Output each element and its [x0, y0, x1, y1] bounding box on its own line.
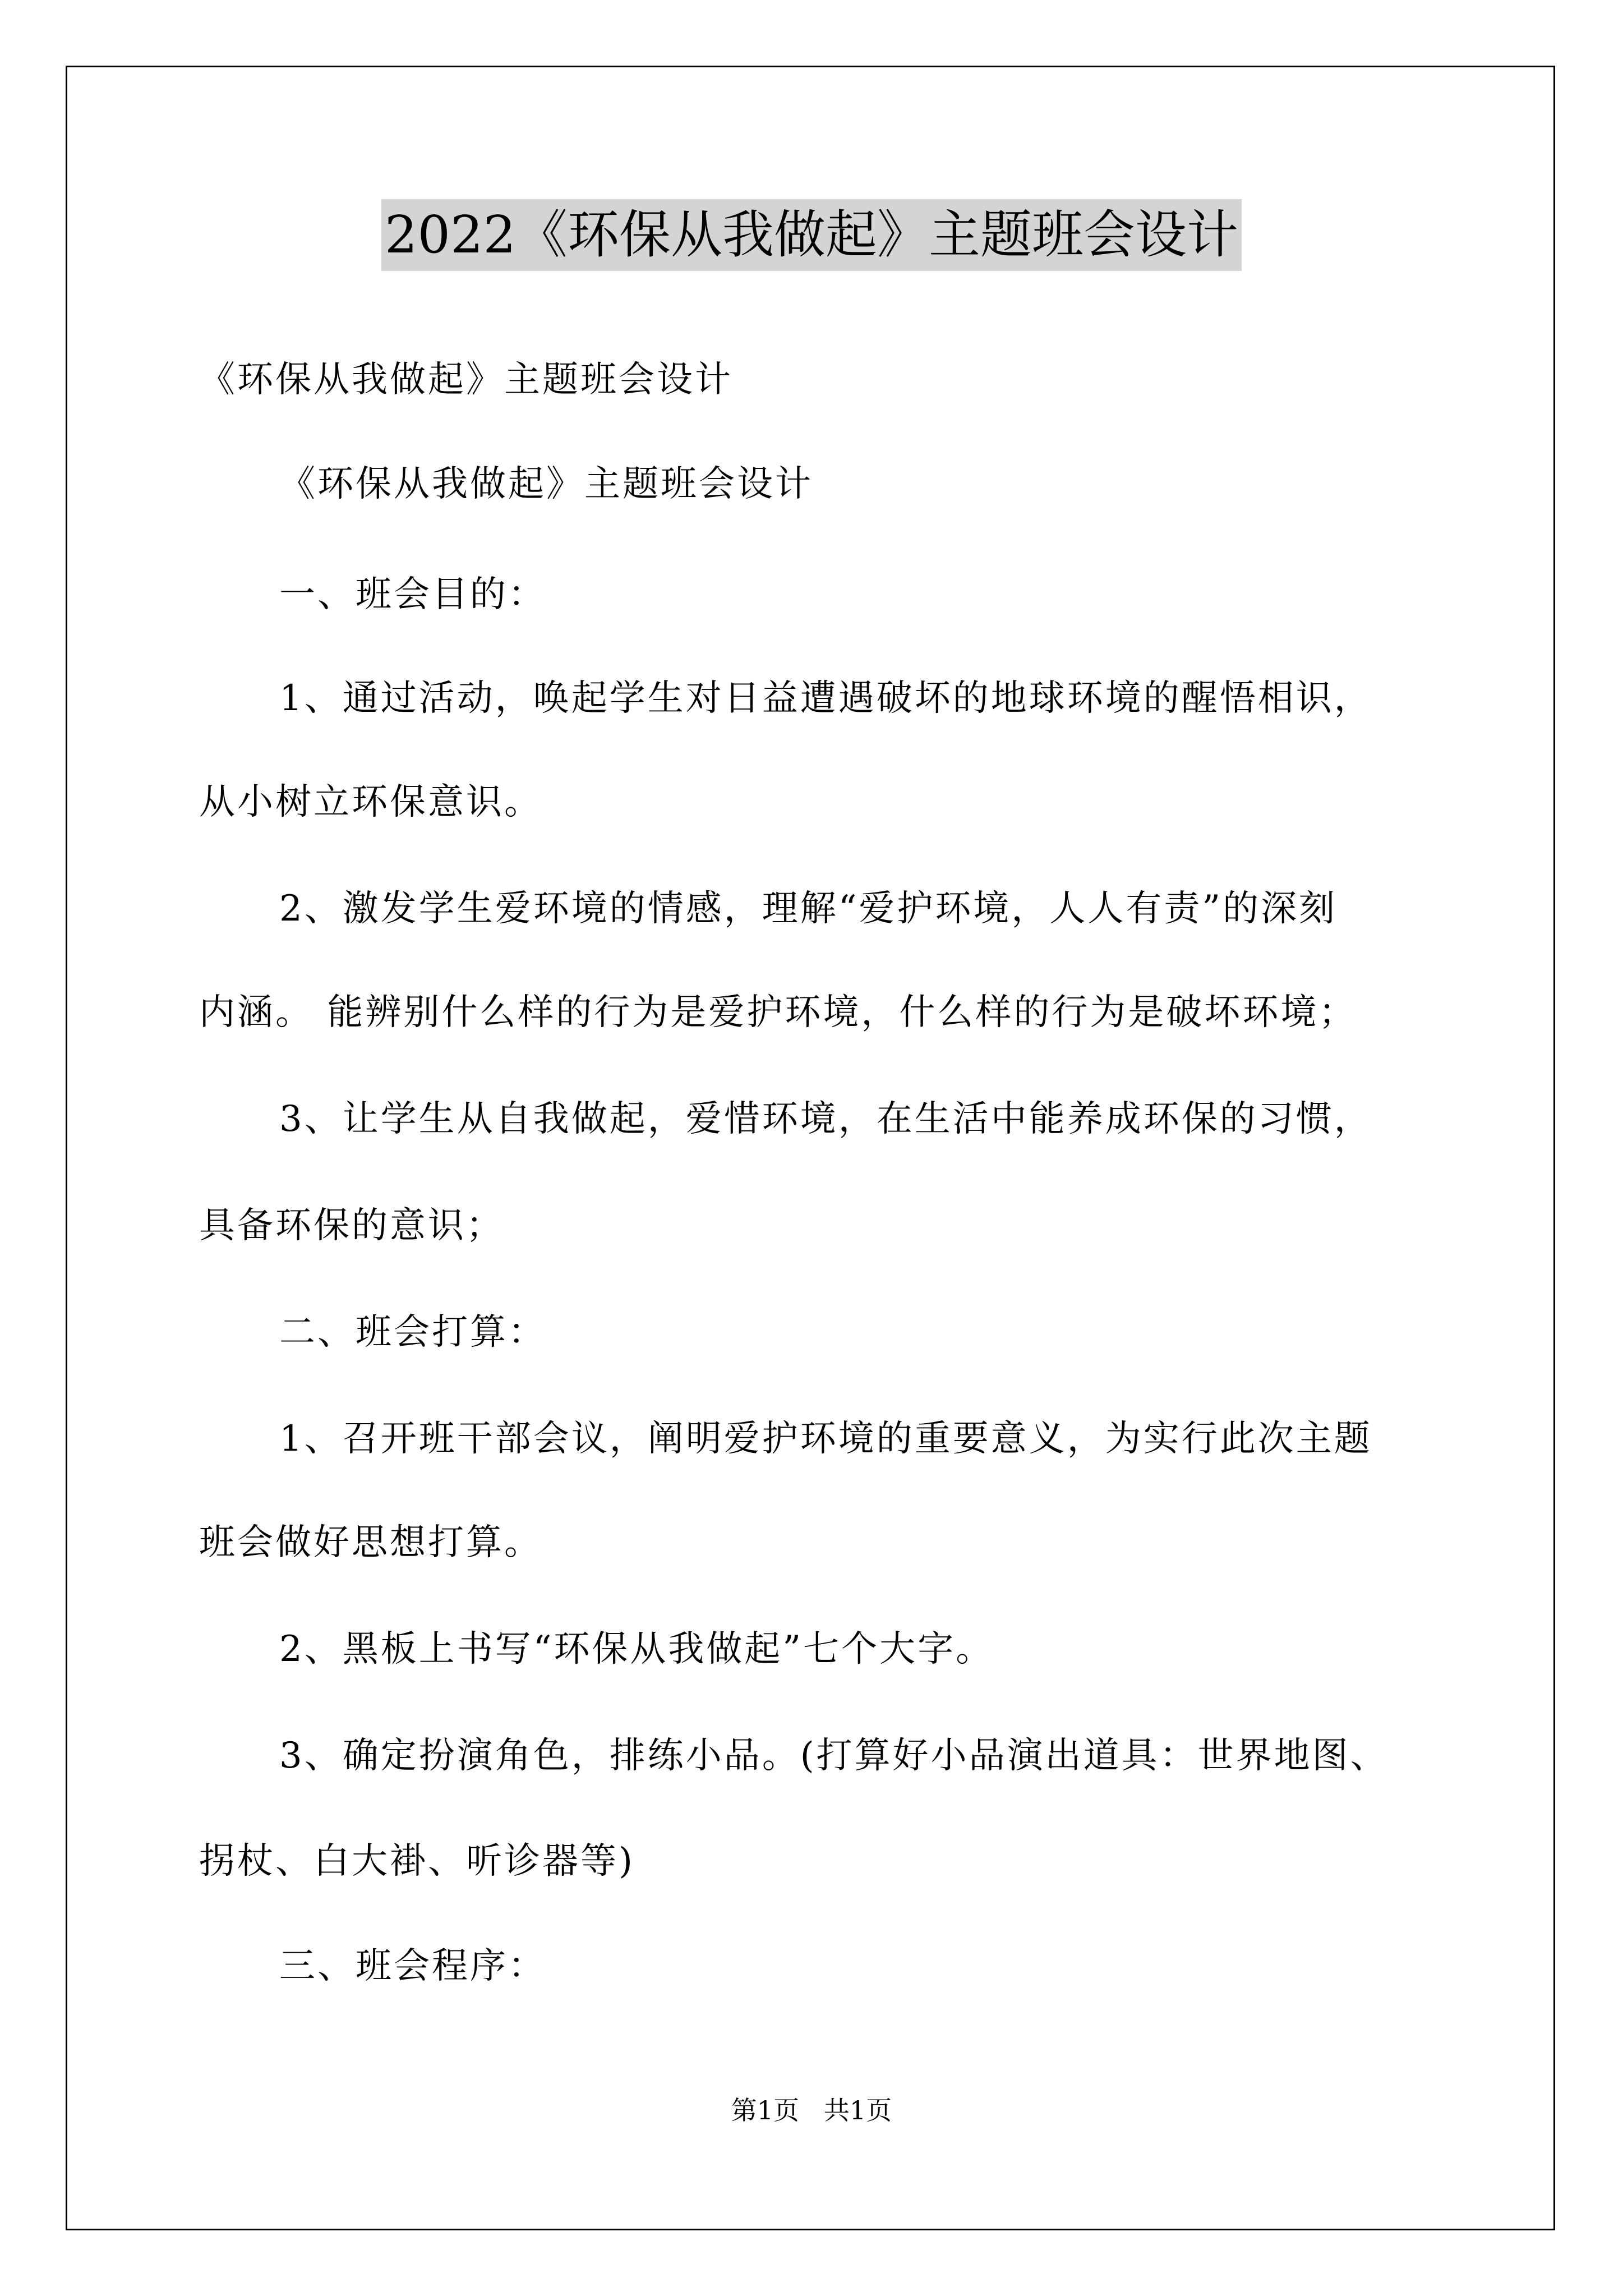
section-heading-purpose: 一、班会目的：: [279, 574, 546, 615]
page-footer: 第1页 共1页: [731, 2095, 892, 2125]
subtitle-line-indented: 《环保从我做起》主题班会设计: [279, 463, 813, 505]
title-container: [0, 199, 1623, 271]
body-line: 3、确定扮演角色，排练小品。(打算好小品演出道具：世界地图、: [279, 1735, 1389, 1777]
subtitle-line: 《环保从我做起》主题班会设计: [199, 359, 733, 401]
section-heading-preparation: 二、班会打算：: [279, 1312, 546, 1353]
body-line: 1、通过活动，唤起学生对日益遭遇破坏的地球环境的醒悟相识，: [279, 678, 1372, 719]
body-line: 拐杖、白大褂、听诊器等): [199, 1841, 635, 1882]
body-line: 班会做好思想打算。: [199, 1522, 542, 1563]
body-line: 3、让学生从自我做起，爱惜环境，在生活中能养成环保的习惯，: [279, 1098, 1372, 1140]
body-line: 内涵。 能辨别什么样的行为是爱护环境，什么样的行为是破坏环境；: [199, 992, 1357, 1033]
body-line: 2、黑板上书写“环保从我做起”七个大字。: [279, 1628, 994, 1670]
body-line: 从小树立环保意识。: [199, 781, 542, 823]
body-line: 1、召开班干部会议，阐明爱护环境的重要意义，为实行此次主题: [279, 1418, 1372, 1460]
section-heading-procedure: 三、班会程序：: [279, 1945, 546, 1987]
body-line: 2、激发学生爱环境的情感，理解“爱护环境，人人有责”的深刻: [279, 888, 1338, 930]
document-title: 2022《环保从我做起》主题班会设计: [381, 199, 1242, 271]
body-line: 具备环保的意识；: [199, 1205, 504, 1246]
